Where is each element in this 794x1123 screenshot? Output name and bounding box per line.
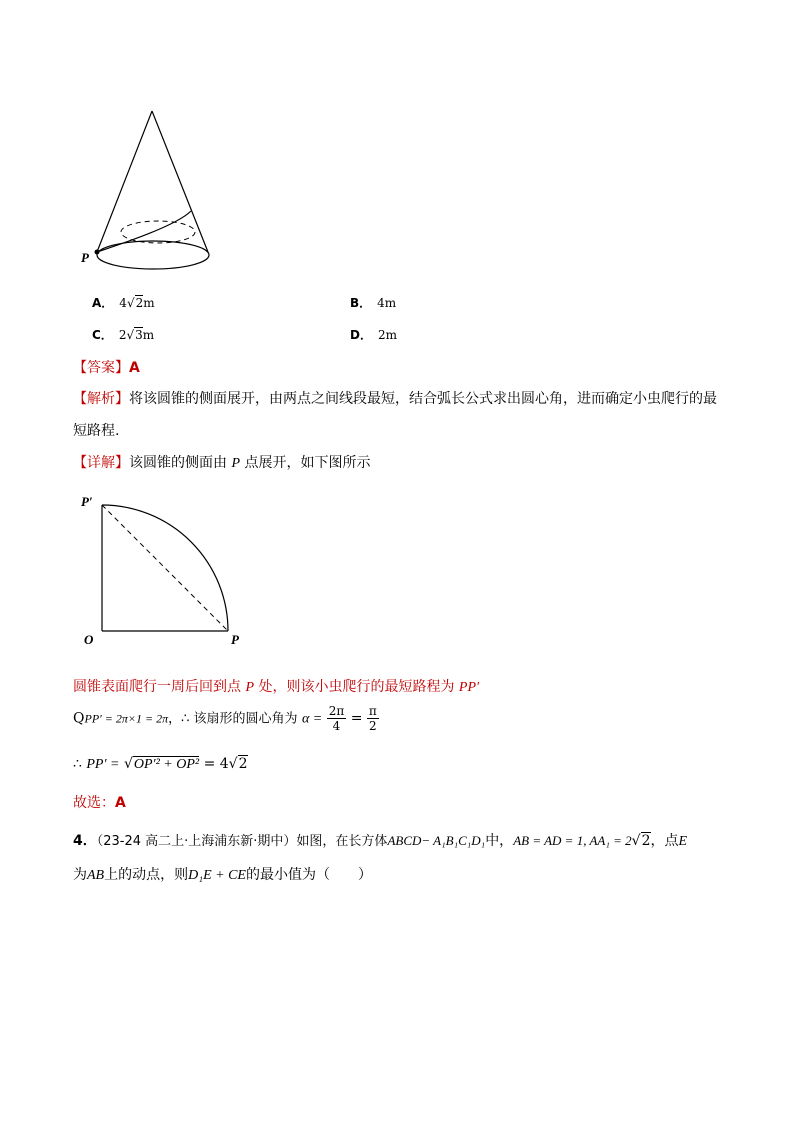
analysis-text-2: 短路程.	[73, 423, 120, 439]
q4-mid: 中，	[485, 833, 514, 849]
shortest-seg: PP′	[458, 680, 480, 695]
option-b-text: 4m	[377, 296, 397, 310]
label-p2: P	[231, 632, 239, 647]
option-b[interactable]	[350, 294, 396, 311]
analysis-line	[73, 388, 717, 408]
analysis-text: 将该圆锥的侧面展开，由两点之间线段最短，结合弧长公式求出圆心角，进而确定小虫爬行的最	[129, 391, 717, 407]
shortest-text: 圆锥表面爬行一周后回到点	[73, 679, 246, 695]
result-rad: OP′² + OP²	[133, 757, 200, 772]
label-p-prime: P′	[81, 494, 93, 509]
label-o: O	[84, 632, 94, 647]
fraction-2-den: 2	[369, 719, 377, 733]
choice-value: A	[115, 795, 126, 811]
detail-point: P	[231, 456, 241, 471]
arc-mid: ，∴ 该扇形的圆心角为	[168, 711, 298, 727]
option-c-letter: C．	[92, 328, 113, 342]
fraction-1-num: 2π	[328, 704, 345, 718]
q4-line2-b: 上的动点，则	[104, 867, 189, 883]
arc-prefix: Q	[73, 710, 85, 727]
arc-line	[73, 704, 379, 733]
option-b-letter: B．	[350, 296, 372, 310]
shortest-text-2: 处，则该小虫爬行的最短路程为	[254, 679, 459, 695]
option-a-unit: m	[143, 296, 155, 310]
fraction-2	[367, 704, 379, 733]
q4-rad: 2	[641, 833, 651, 849]
shortest-line	[73, 676, 479, 696]
analysis-line-2	[73, 420, 119, 440]
fraction-1-den: 4	[332, 719, 341, 733]
q4-line2-c: 的最小值为（ ）	[245, 867, 372, 883]
answer-value: A	[129, 360, 140, 376]
cone-base	[97, 241, 209, 269]
option-c-rad: 3	[135, 328, 143, 342]
detail-text-a: 该圆锥的侧面由	[129, 455, 232, 471]
option-c-unit: m	[142, 328, 155, 342]
answer-tag: 【答案】	[73, 360, 129, 376]
choice-line	[73, 792, 126, 812]
dashed-chord	[102, 505, 228, 631]
q4-line-2	[73, 864, 372, 884]
q4-expr: D₁E + CE	[188, 868, 246, 883]
shortest-point: P	[245, 680, 255, 695]
detail-text-b: 点展开，如下图所示	[240, 455, 371, 471]
q4-e: E	[678, 834, 688, 849]
cone-figure	[76, 106, 216, 276]
result-rad2: 2	[238, 756, 248, 772]
option-c[interactable]: C． 2√3m	[92, 328, 155, 342]
cone-right-edge	[152, 111, 208, 252]
result-eq: = 4	[203, 756, 229, 772]
q4-number: 4．	[73, 833, 97, 849]
option-d-text: 2m	[377, 328, 397, 342]
q4-source: （23-24 高二上·上海浦东新·期中）如图，在长方体	[96, 834, 388, 849]
q4-cond: AB = AD = 1, AA₁ = 2	[513, 833, 632, 848]
arc-expr: PP′ = 2π×1 = 2π	[84, 711, 169, 726]
point-p	[95, 250, 100, 255]
q4-ab: AB	[87, 868, 105, 883]
option-a-coef: 4	[119, 296, 127, 310]
cone-left-edge	[97, 111, 152, 252]
arc-eq: =	[350, 710, 363, 727]
choice-text: 故选：	[73, 795, 115, 811]
result-line: ∴ PP′ = √OP′² + OP² = 4√2	[73, 756, 248, 772]
sector-figure	[78, 490, 248, 650]
option-a-rad: 2	[135, 296, 144, 310]
option-d-letter: D．	[350, 328, 372, 342]
q4-line2-a: 为	[73, 867, 87, 883]
arc-alpha: α =	[301, 711, 323, 727]
option-a-letter: A．	[92, 296, 114, 310]
option-d[interactable]	[350, 326, 397, 343]
fraction-1	[327, 704, 347, 733]
q4-box: ABCD− A₁B₁C₁D₁	[387, 833, 486, 848]
answer-line	[73, 357, 140, 377]
label-p: P	[81, 250, 89, 265]
detail-line	[73, 452, 370, 472]
fraction-2-num: π	[368, 704, 377, 718]
analysis-tag: 【解析】	[73, 391, 129, 407]
sector-arc	[102, 505, 228, 631]
option-a[interactable]: A． 4√2m	[92, 296, 155, 310]
result-lhs: PP′ =	[86, 757, 120, 772]
detail-tag: 【详解】	[73, 455, 129, 471]
result-therefore: ∴	[73, 756, 82, 772]
option-c-coef: 2	[118, 328, 127, 342]
q4-line-1: 4．（23-24 高二上·上海浦东新·期中）如图，在长方体ABCD− A₁B₁C₁D₁中，AB = AD = 1, AA₁ = 2√2，点E	[73, 833, 688, 849]
q4-end: ，点	[650, 833, 679, 849]
